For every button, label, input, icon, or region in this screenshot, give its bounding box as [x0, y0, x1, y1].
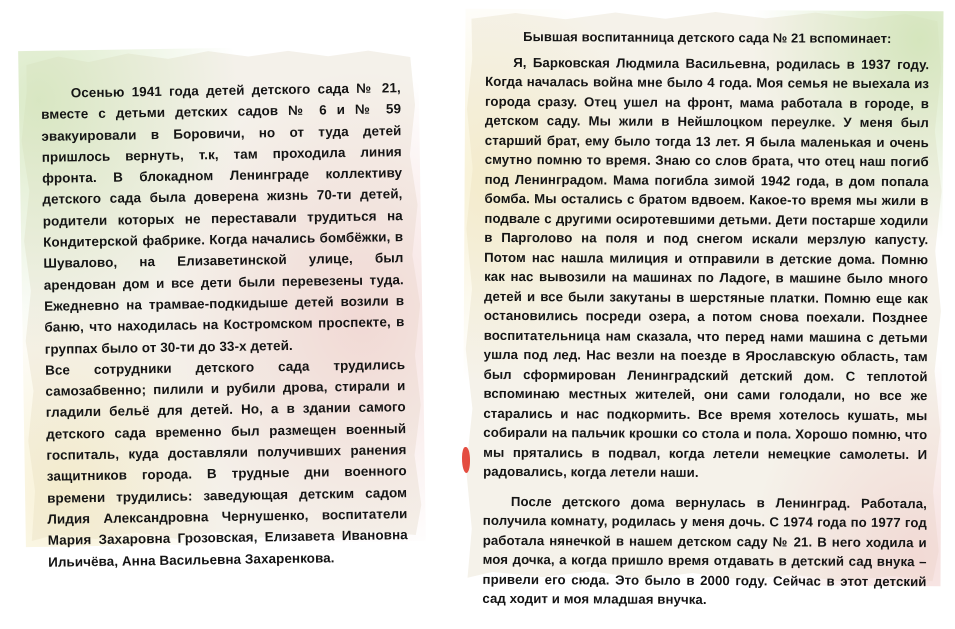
left-paragraph-2: Все сотрудники детского сада трудились самозабвенно; пилили и рубили дрова, стирали и гладили бельё для детей. Но, а в здании самого детского сада временно был размещен военный госпиталь, куда доставляли получивших ранения защитников города. В трудные дни военного времени трудились: заведующая детским садом Лидия Александровна Чернушенко, воспитатели Мария Захаровна Грозовская, Елизавета Ивановна Ильичёва, Анна Васильевна Захаренкова.	[45, 356, 408, 570]
left-page-text	[41, 77, 409, 572]
red-paint-mark	[462, 447, 470, 473]
right-paragraph-1: Я, Барковская Людмила Васильевна, родилась в 1937 году. Когда началась война мне было 4 года. Моя семья не выехала из города сразу. Отец ушел на фронт, мама работала в городе, в детском саду. Мы жили в Нейшлоцком переулке. У меня был старший брат, ему было тогда 13 лет. Я была маленькая и очень смутно помню то время. Знаю со слов брата, что отец наш погиб под Ленинградом. Мама погибла зимой 1942 года, в дом попала бомба. Мы остались с братом вдвоем. Какое-то время мы жили в подвале с другими осиротевшими детьми. Дети постарше ходили в Парголово на поля и под снегом искали мерзлую капусту. Потом нас нашла милиция и отправили в детские дома. Помню как нас вывозили на машинах по Ладоге, в машине было много детей и все были закутаны в шерстяные платки. Помню еще как остановились посреди озера, а потом снова поехали. Позднее воспитательница нам сказала, что перед нами машина с детьми ушла под лед. Нас везли на поезде в Ярославскую область, там был сформирован Ленинградский детский дом. С теплотой вспоминаю местных жителей, они сами голодали, но все же старались и нас подкормить. Все время хотелось кушать, мы собирали на пальчик крошки со стола и пола. Хорошо помню, что мы прятались в подвал, когда летели немецкие самолеты. И радовались, когда летели наши.	[483, 54, 930, 480]
left-paragraph-1: Осенью 1941 года детей детского сада № 21, вместе с детьми детских садов № 6 и № 59 эвакуировали в Боровичи, но от туда детей пришлось вернуть, т.к, там проходила линия фронта. В блокадном Ленинграде коллективу детского сада была доверена жизнь 70-ти детей, родители которых не переставали трудиться на Кондитерской фабрике. Когда начались бомбёжки, в Шувалово, на Елизаветинской улице, был арендован дом и все дети были перевезены туда. Ежедневно на трамвае-подкидыше детей возили в баню, что находилась на Костромском проспекте, в группах было от 30-ти до 33-х детей.	[41, 80, 405, 357]
left-paper-sheet	[18, 45, 426, 570]
right-paper-sheet	[462, 9, 943, 608]
right-page-heading: Бывшая воспитанница детского сада № 21 вспоминает:	[523, 29, 892, 46]
right-paragraph-2: После детского дома вернулась в Ленинград. Работала, получила комнату, родилась у меня дочь. С 1974 года по 1977 год работала нянечкой в нашем детском саду № 21. В него ходила и моя дочка, а когда пришло время отдавать в детский сад внука – привели его сюда. Это было в 2000 году. Сейчас в этот детский сад ходит и моя младшая внучка.	[482, 493, 927, 608]
right-page-text	[482, 27, 929, 611]
